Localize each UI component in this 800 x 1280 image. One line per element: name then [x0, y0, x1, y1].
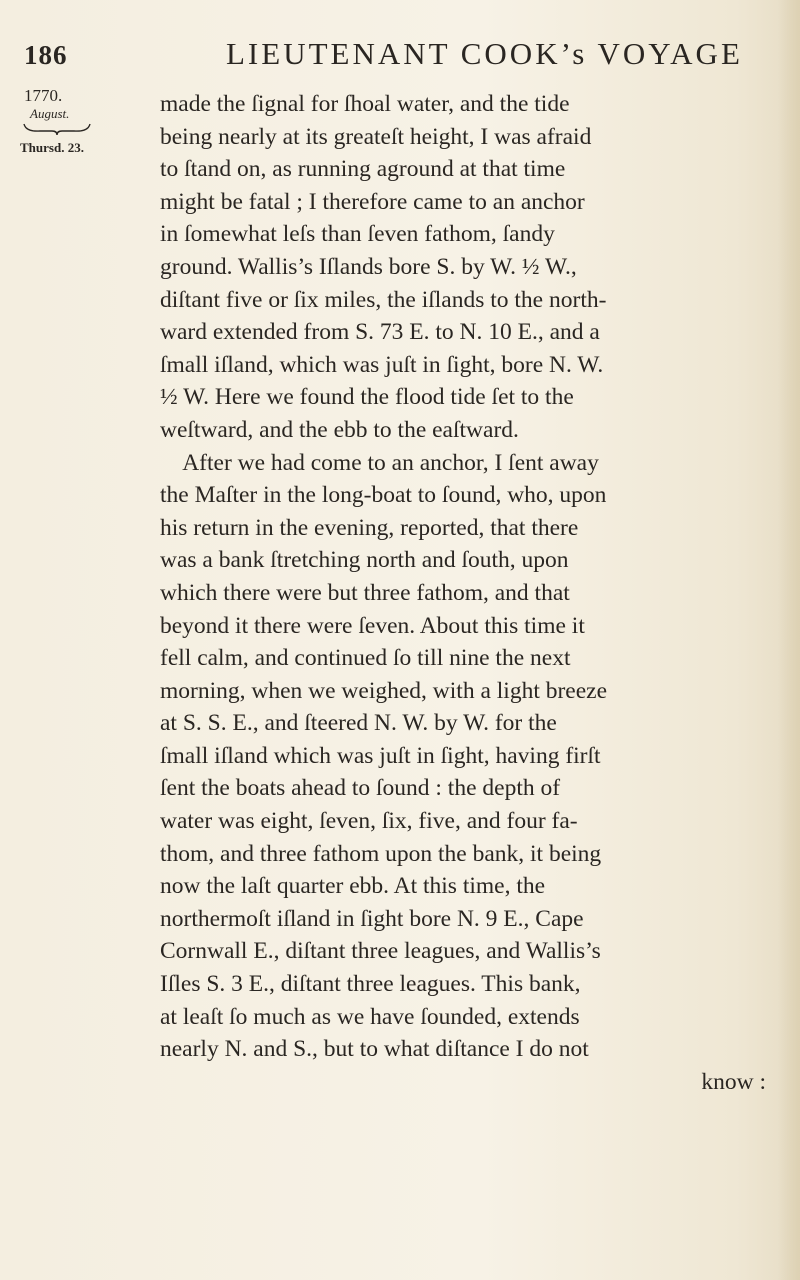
page-number: 186	[24, 40, 68, 70]
text-line: Cornwall E., diſtant three leagues, and Wallis’s	[160, 938, 601, 965]
text-line: his return in the evening, reported, that there	[160, 514, 579, 541]
text-line: weſtward, and the ebb to the eaſtward.	[160, 416, 519, 443]
body-text	[160, 88, 780, 1098]
page-edge-shadow	[778, 0, 800, 1280]
text-line: diſtant five or ſix miles, the iſlands to the north-	[160, 286, 607, 313]
text-line: thom, and three fathom upon the bank, it being	[160, 840, 602, 867]
margin-brace	[22, 122, 92, 136]
text-line: might be fatal ; I therefore came to an anchor	[160, 188, 585, 215]
text-line: beyond it there were ſeven. About this time it	[160, 612, 585, 639]
text-line: at S. S. E., and ſteered N. W. by W. for the	[160, 710, 557, 737]
text-line: Iſles S. 3 E., diſtant three leagues. This bank,	[160, 971, 581, 998]
text-line: which there were but three fathom, and that	[160, 579, 570, 606]
text-line: ſmall iſland, which was juſt in ſight, bore N. W.	[160, 351, 604, 378]
text-line: ½ W. Here we found the flood tide ſet to the	[160, 384, 574, 411]
text-line: the Maſter in the long-boat to ſound, who, upon	[160, 482, 607, 509]
text-line: ground. Wallis’s Iſlands bore S. by W. ½ W.,	[160, 253, 577, 280]
text-line: ward extended from S. 73 E. to N. 10 E., and a	[160, 319, 600, 346]
text-line: now the laſt quarter ebb. At this time, the	[160, 873, 546, 900]
text-line: After we had come to an anchor, I ſent away	[160, 449, 599, 476]
text-line: ſent the boats ahead to ſound : the depth of	[160, 775, 561, 802]
margin-note-year: 1770.	[24, 86, 63, 105]
running-head: LIEUTENANT COOK’s VOYAGE	[226, 36, 743, 71]
catchword: know :	[701, 1068, 766, 1095]
text-line: was a bank ſtretching north and ſouth, upon	[160, 547, 569, 574]
text-line: fell calm, and continued ſo till nine the next	[160, 645, 571, 672]
text-line: to ſtand on, as running aground at that time	[160, 156, 566, 183]
text-line: nearly N. and S., but to what diſtance I do not	[160, 1036, 589, 1063]
text-line: water was eight, ſeven, ſix, five, and four fa-	[160, 808, 578, 835]
margin-note-month: August.	[30, 106, 70, 121]
text-line: being nearly at its greateſt height, I was afraid	[160, 123, 592, 150]
margin-note-day: Thursd. 23.	[20, 140, 84, 155]
text-line: morning, when we weighed, with a light breeze	[160, 677, 608, 704]
text-line: at leaſt ſo much as we have ſounded, extends	[160, 1003, 580, 1030]
text-line: made the ſignal for ſhoal water, and the tide	[160, 91, 570, 117]
text-line: in ſomewhat leſs than ſeven fathom, ſandy	[160, 221, 555, 248]
text-line: ſmall iſland which was juſt in ſight, having firſt	[160, 742, 601, 769]
text-line: northermoſt iſland in ſight bore N. 9 E., Cape	[160, 905, 584, 932]
